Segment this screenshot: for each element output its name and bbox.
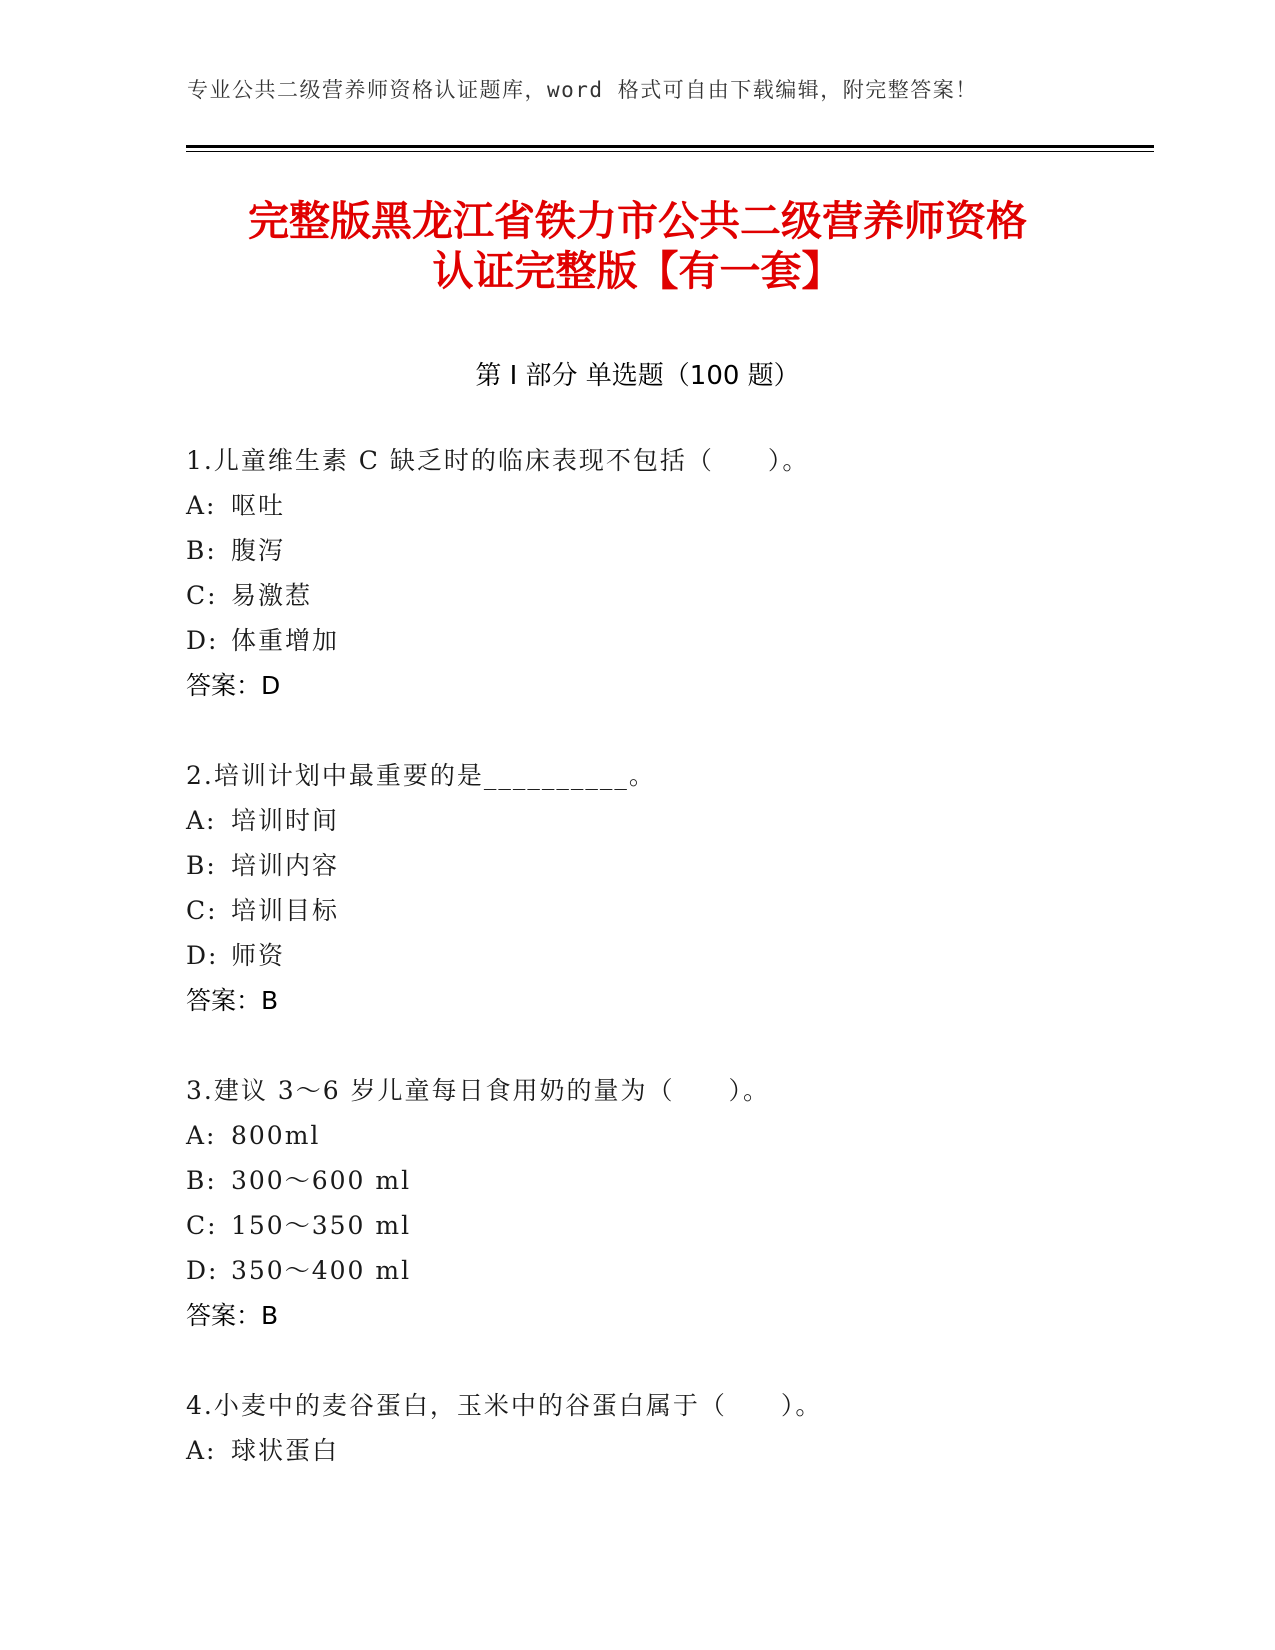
question-2 <box>186 753 1136 1023</box>
option-text: 培训时间 <box>231 806 340 835</box>
option-letter: B: <box>186 851 217 880</box>
option-b <box>186 843 1136 888</box>
option-text: 300～600 ml <box>231 1166 412 1195</box>
option-letter: B: <box>186 536 217 565</box>
option-a <box>186 798 1136 843</box>
option-text: 培训目标 <box>231 896 340 925</box>
question-stem: 1.儿童维生素 C 缺乏时的临床表现不包括（ ）。 <box>186 446 810 475</box>
header-rule-thick <box>186 145 1154 148</box>
option-letter: A: <box>186 491 217 520</box>
document-title <box>150 196 1125 296</box>
document-title-line-2: 认证完整版【有一套】 <box>432 247 843 295</box>
option-a <box>186 1428 1136 1473</box>
option-text: 体重增加 <box>231 626 340 655</box>
option-letter: C: <box>186 896 218 925</box>
option-c <box>186 888 1136 933</box>
answer: 答案：B <box>186 986 279 1015</box>
option-letter: A: <box>186 806 217 835</box>
option-letter: D: <box>186 941 219 970</box>
question-3 <box>186 1068 1136 1338</box>
option-b <box>186 528 1136 573</box>
option-b <box>186 1158 1136 1203</box>
answer: 答案：B <box>186 1301 279 1330</box>
document-title-line-1: 完整版黑龙江省铁力市公共二级营养师资格 <box>248 197 1027 245</box>
question-stem: 4.小麦中的麦谷蛋白，玉米中的谷蛋白属于（ ）。 <box>186 1391 823 1420</box>
answer: 答案：D <box>186 671 281 700</box>
question-stem: 2.培训计划中最重要的是__________。 <box>186 761 656 790</box>
header-rule-thin <box>186 151 1154 152</box>
option-d <box>186 618 1136 663</box>
option-letter: A: <box>186 1121 217 1150</box>
section-title: 第 I 部分 单选题（100 题） <box>475 361 800 391</box>
option-letter: D: <box>186 1256 219 1285</box>
option-text: 150～350 ml <box>231 1211 412 1240</box>
option-letter: D: <box>186 626 219 655</box>
option-a <box>186 1113 1136 1158</box>
question-stem: 3.建议 3～6 岁儿童每日食用奶的量为（ ）。 <box>186 1076 771 1105</box>
option-c <box>186 573 1136 618</box>
option-text: 球状蛋白 <box>231 1436 340 1465</box>
option-letter: C: <box>186 581 218 610</box>
question-list <box>186 438 1136 1518</box>
option-c <box>186 1203 1136 1248</box>
question-4 <box>186 1383 1136 1473</box>
option-text: 培训内容 <box>231 851 340 880</box>
option-letter: A: <box>186 1436 217 1465</box>
option-text: 易激惹 <box>231 581 313 610</box>
option-d <box>186 1248 1136 1293</box>
option-d <box>186 933 1136 978</box>
question-1 <box>186 438 1136 708</box>
option-text: 呕吐 <box>231 491 286 520</box>
option-text: 师资 <box>231 941 286 970</box>
option-text: 腹泻 <box>231 536 286 565</box>
option-letter: C: <box>186 1211 218 1240</box>
option-text: 800ml <box>231 1121 321 1150</box>
option-text: 350～400 ml <box>231 1256 412 1285</box>
header-note: 专业公共二级营养师资格认证题库，word 格式可自由下载编辑，附完整答案！ <box>187 78 978 102</box>
option-a <box>186 483 1136 528</box>
option-letter: B: <box>186 1166 217 1195</box>
